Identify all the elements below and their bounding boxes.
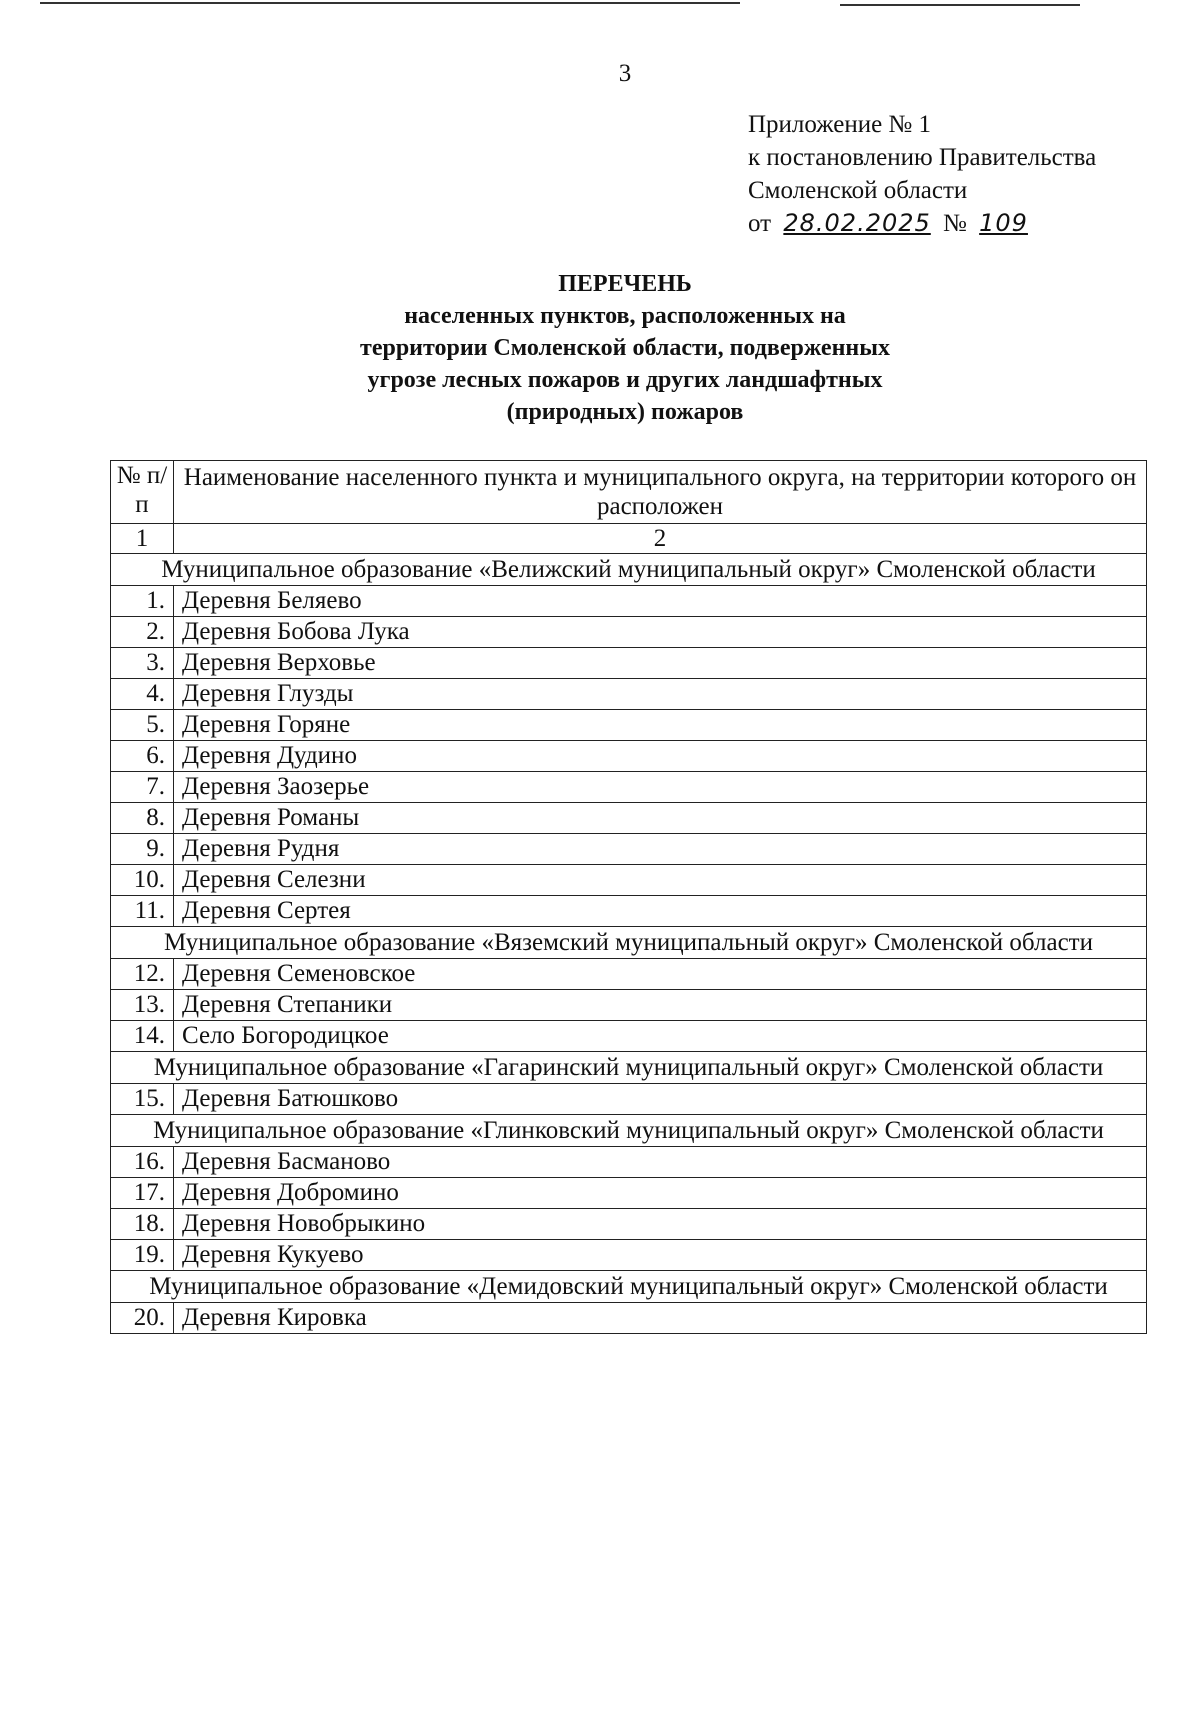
settlement-name: Село Богородицкое (174, 1021, 1147, 1052)
row-number: 2. (111, 617, 174, 648)
row-number: 20. (111, 1303, 174, 1334)
handwritten-date: 28.02.2025 (783, 209, 931, 237)
table-row (111, 1147, 1147, 1178)
row-number: 10. (111, 865, 174, 896)
table-row (111, 834, 1147, 865)
document-title (0, 268, 1200, 428)
row-number: 5. (111, 710, 174, 741)
title-line-3: угрозе лесных пожаров и других ландшафтных (367, 367, 883, 393)
group-title: Муниципальное образование «Глинковский муниципальный округ» Смоленской области (111, 1115, 1147, 1147)
table-row (111, 1178, 1147, 1209)
settlement-name: Деревня Басманово (174, 1147, 1147, 1178)
settlement-name: Деревня Заозерье (174, 772, 1147, 803)
settlement-name: Деревня Горяне (174, 710, 1147, 741)
row-number: 9. (111, 834, 174, 865)
settlement-name: Деревня Рудня (174, 834, 1147, 865)
row-number: 13. (111, 990, 174, 1021)
group-title: Муниципальное образование «Гагаринский муниципальный округ» Смоленской области (111, 1052, 1147, 1084)
settlement-name: Деревня Семеновское (174, 959, 1147, 990)
table-body (111, 461, 1147, 1334)
row-number: 19. (111, 1240, 174, 1271)
row-number: 15. (111, 1084, 174, 1115)
settlement-name: Деревня Верховье (174, 648, 1147, 679)
table-row (111, 865, 1147, 896)
header-name-cell: Наименование населенного пункта и муниципального округа, на территории которого он расположен (174, 461, 1147, 524)
table-row (111, 648, 1147, 679)
settlement-name: Деревня Кировка (174, 1303, 1147, 1334)
group-header-row (111, 1115, 1147, 1147)
appendix-line-2: к постановлению Правительства (748, 144, 1097, 171)
column-number-2: 2 (174, 524, 1147, 554)
settlement-name: Деревня Степаники (174, 990, 1147, 1021)
table-header-row (111, 461, 1147, 524)
title-line-2: территории Смоленской области, подверженных (360, 335, 890, 361)
settlement-name: Деревня Бобова Лука (174, 617, 1147, 648)
settlement-name: Деревня Селезни (174, 865, 1147, 896)
column-numbers-row (111, 524, 1147, 554)
group-header-row (111, 1271, 1147, 1303)
table-row (111, 959, 1147, 990)
table-row (111, 1303, 1147, 1334)
settlement-name: Деревня Новобрыкино (174, 1209, 1147, 1240)
row-number: 16. (111, 1147, 174, 1178)
row-number: 7. (111, 772, 174, 803)
appendix-line-3: Смоленской области (748, 177, 968, 204)
date-prefix: от (748, 210, 772, 237)
group-title: Муниципальное образование «Велижский муниципальный округ» Смоленской области (111, 554, 1147, 586)
settlement-name: Деревня Сертея (174, 896, 1147, 927)
handwritten-number: 109 (979, 209, 1028, 237)
group-header-row (111, 1052, 1147, 1084)
row-number: 17. (111, 1178, 174, 1209)
settlement-name: Деревня Беляево (174, 586, 1147, 617)
title-main: ПЕРЕЧЕНЬ (558, 271, 692, 297)
row-number: 4. (111, 679, 174, 710)
scan-edge-left (40, 2, 740, 4)
column-number-1: 1 (111, 524, 174, 554)
row-number: 14. (111, 1021, 174, 1052)
table-row (111, 586, 1147, 617)
group-header-row (111, 554, 1147, 586)
table-row (111, 1084, 1147, 1115)
table-row (111, 741, 1147, 772)
appendix-line-1: Приложение № 1 (748, 111, 932, 138)
row-number: 3. (111, 648, 174, 679)
table-row (111, 1021, 1147, 1052)
table-row (111, 990, 1147, 1021)
group-header-row (111, 927, 1147, 959)
table-row (111, 896, 1147, 927)
title-line-4: (природных) пожаров (506, 399, 744, 425)
group-title: Муниципальное образование «Демидовский муниципальный округ» Смоленской области (111, 1271, 1147, 1303)
row-number: 1. (111, 586, 174, 617)
table-row (111, 1240, 1147, 1271)
appendix-date-line (748, 207, 1096, 240)
settlement-name: Деревня Романы (174, 803, 1147, 834)
row-number: 18. (111, 1209, 174, 1240)
table-row (111, 679, 1147, 710)
settlement-name: Деревня Дудино (174, 741, 1147, 772)
table-row (111, 617, 1147, 648)
table-row (111, 772, 1147, 803)
settlements-table (110, 460, 1147, 1334)
scan-edge-right (840, 4, 1080, 6)
table-row (111, 710, 1147, 741)
table-row (111, 1209, 1147, 1240)
number-prefix: № (943, 210, 967, 237)
row-number: 12. (111, 959, 174, 990)
page-number: 3 (618, 60, 632, 87)
appendix-block (748, 108, 1096, 240)
row-number: 11. (111, 896, 174, 927)
settlement-name: Деревня Батюшково (174, 1084, 1147, 1115)
header-num-cell: № п/п (111, 461, 174, 524)
settlement-name: Деревня Глузды (174, 679, 1147, 710)
row-number: 6. (111, 741, 174, 772)
group-title: Муниципальное образование «Вяземский муниципальный округ» Смоленской области (111, 927, 1147, 959)
table-row (111, 803, 1147, 834)
settlement-name: Деревня Добромино (174, 1178, 1147, 1209)
row-number: 8. (111, 803, 174, 834)
settlement-name: Деревня Кукуево (174, 1240, 1147, 1271)
title-line-1: населенных пунктов, расположенных на (404, 303, 846, 329)
